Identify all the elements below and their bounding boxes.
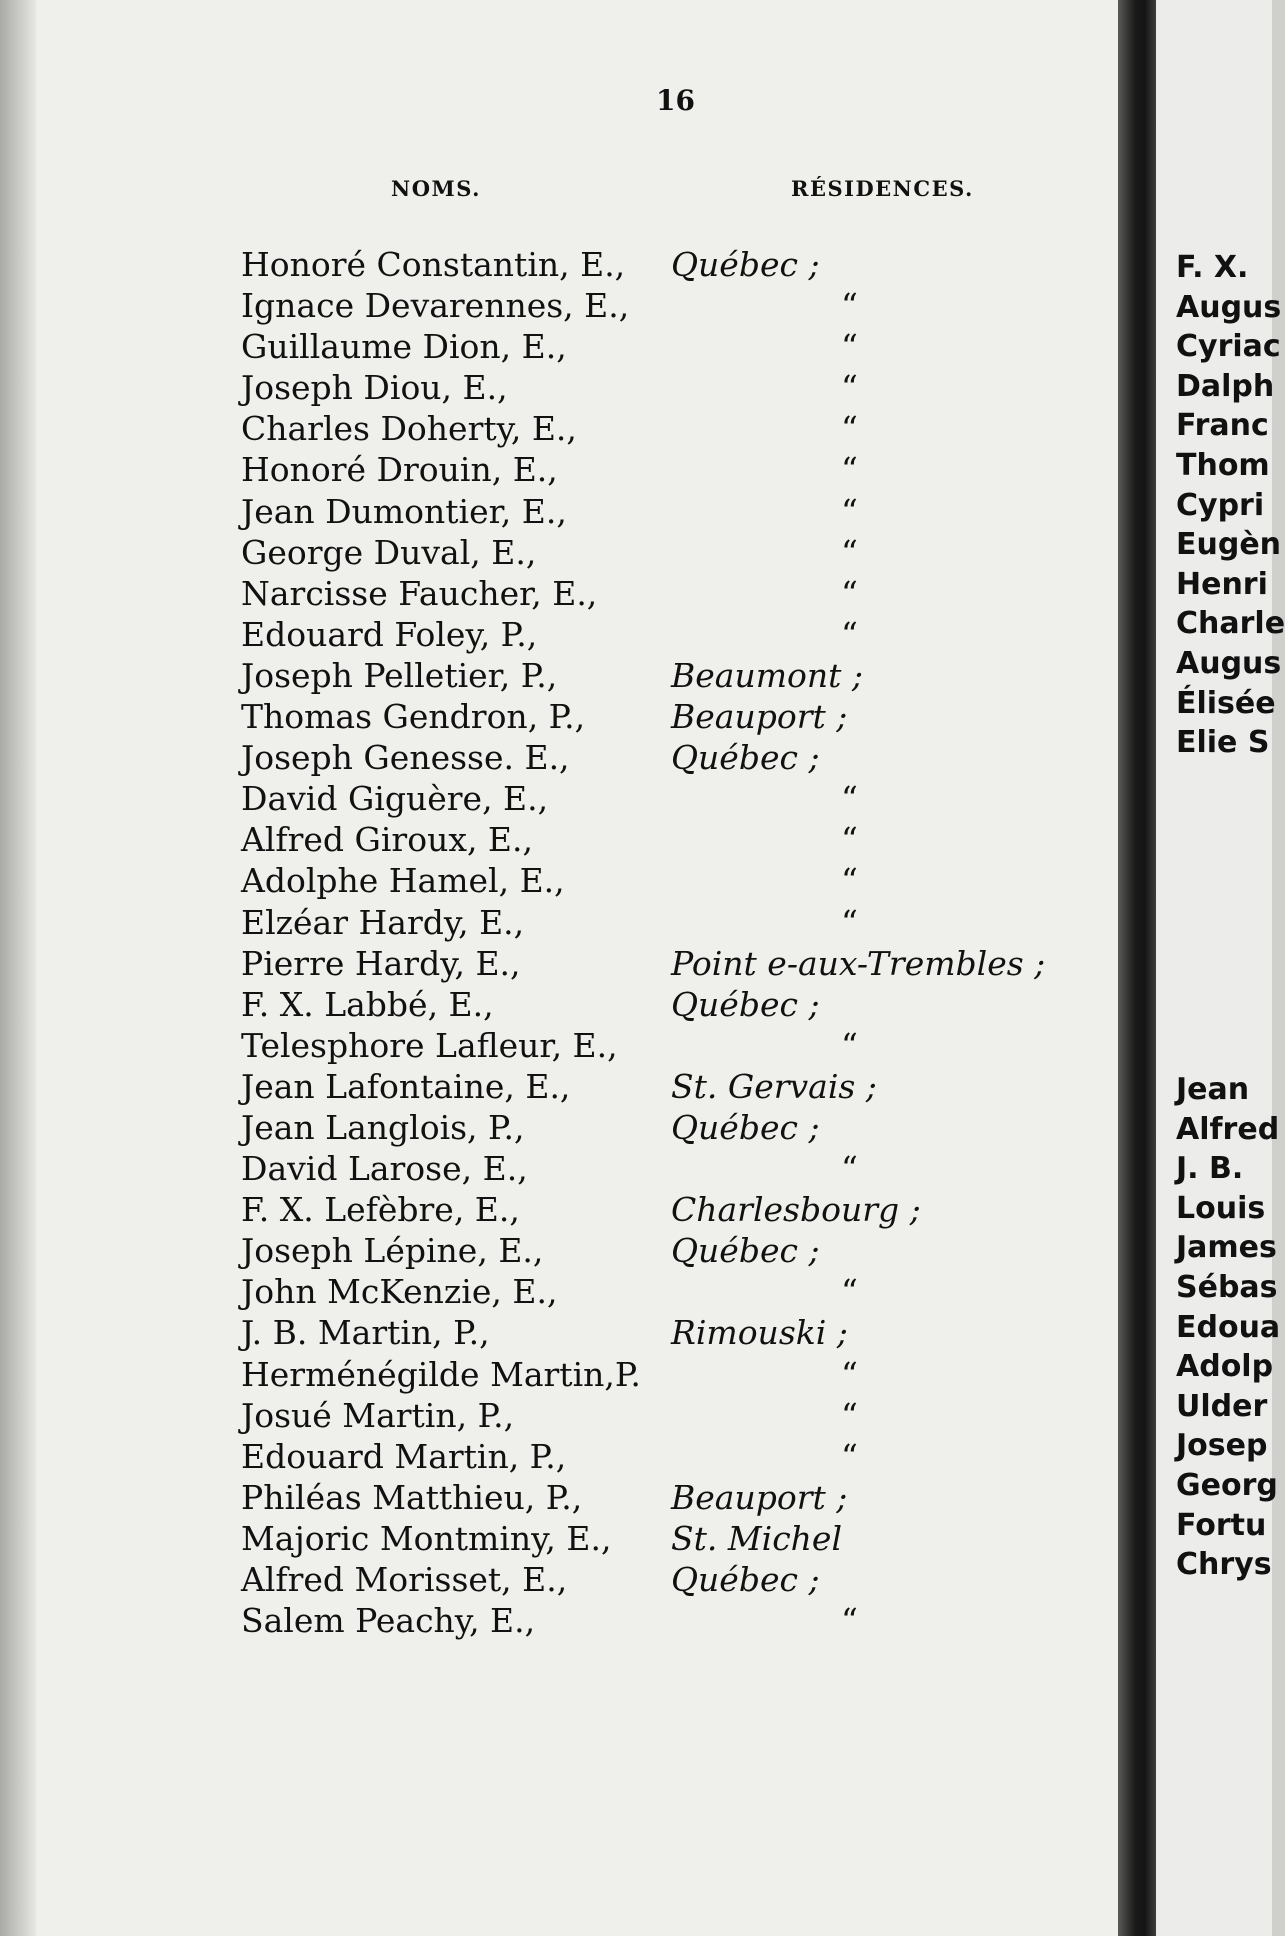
list-item <box>241 532 1141 573</box>
entry-residence: Québec ; <box>671 245 820 284</box>
entry-name: Ignace Devarennes, E., <box>241 286 630 326</box>
list-item <box>241 1354 1141 1395</box>
entry-name: John McKenzie, E., <box>241 1272 558 1312</box>
entry-name: Joseph Lépine, E., <box>241 1231 544 1271</box>
entry-name: J. B. Martin, P., <box>241 1313 490 1353</box>
entry-name: Guillaume Dion, E., <box>241 327 567 367</box>
entry-name: Joseph Genesse. E., <box>241 738 570 778</box>
list-item <box>241 1271 1141 1312</box>
list-item <box>241 1600 1141 1641</box>
right-page-cropped <box>1156 0 1285 1936</box>
names-column-header: NOMS. <box>391 176 481 201</box>
right-page-name: Jean <box>1176 1072 1250 1107</box>
entry-residence: Québec ; <box>671 1231 820 1271</box>
list-item <box>241 326 1141 367</box>
entry-name: Edouard Martin, P., <box>241 1436 567 1476</box>
list-item <box>241 1518 1141 1559</box>
entry-residence: “ <box>841 861 858 901</box>
list-item <box>241 285 1141 326</box>
right-page-name: Alfred <box>1176 1111 1280 1147</box>
entry-residence: “ <box>841 1025 858 1065</box>
entry-name: Jean Lafontaine, E., <box>241 1066 571 1106</box>
entry-name: David Larose, E., <box>241 1149 528 1189</box>
list-item <box>241 244 1141 285</box>
entry-residence: “ <box>841 286 858 326</box>
residences-column-header: RÉSIDENCES. <box>791 176 974 201</box>
entry-residence: “ <box>841 902 858 942</box>
entry-name: Elzéar Hardy, E., <box>241 902 525 942</box>
right-page-name: Josep <box>1176 1428 1268 1464</box>
entry-residence: “ <box>841 1436 858 1476</box>
entry-name: George Duval, E., <box>241 532 537 572</box>
right-page-name: Edoua <box>1176 1309 1281 1345</box>
entry-residence: Québec ; <box>671 984 820 1024</box>
entry-residence: “ <box>841 1601 858 1641</box>
entry-residence: Charlesbourg ; <box>671 1190 921 1230</box>
list-item <box>241 655 1141 696</box>
entry-residence: “ <box>841 491 858 531</box>
right-page-name: Cypri <box>1176 487 1265 523</box>
entry-residence: “ <box>841 779 858 819</box>
entry-residence: Beauport ; <box>671 1477 848 1517</box>
entry-residence: Point e-aux-Trembles ; <box>671 943 1046 983</box>
list-item <box>241 819 1141 860</box>
list-item <box>241 1025 1141 1066</box>
right-page-name: Cyriac <box>1176 329 1281 365</box>
list-item <box>241 696 1141 737</box>
entry-residence: “ <box>841 368 858 408</box>
entry-name: Salem Peachy, E., <box>241 1601 536 1641</box>
entry-name: Josué Martin, P., <box>241 1395 515 1435</box>
list-item <box>241 1477 1141 1518</box>
entry-name: F. X. Lefèbre, E., <box>241 1190 520 1230</box>
right-page-name: Franc <box>1176 408 1269 444</box>
right-page-name: James <box>1176 1230 1277 1266</box>
entry-name: Philéas Matthieu, P., <box>241 1477 583 1517</box>
entry-residence: Québec ; <box>671 1107 820 1147</box>
entry-residence: “ <box>841 450 858 490</box>
right-page-name: Louis <box>1176 1190 1266 1226</box>
list-item <box>241 1230 1141 1271</box>
entry-residence: Beauport ; <box>671 697 848 737</box>
entry-name: Telesphore Lafleur, E., <box>241 1025 618 1065</box>
entry-name: Charles Doherty, E., <box>241 409 577 449</box>
entry-name: Alfred Giroux, E., <box>241 820 533 860</box>
entry-residence: St. Michel <box>671 1518 843 1558</box>
right-page-name: F. X. <box>1176 250 1249 285</box>
list-item <box>241 408 1141 449</box>
list-item <box>241 1312 1141 1353</box>
right-page-name: Fortu <box>1176 1507 1267 1543</box>
entry-name: David Giguère, E., <box>241 779 549 819</box>
right-page-name: Georg <box>1176 1467 1278 1503</box>
entry-residence: “ <box>841 573 858 613</box>
entry-residence: “ <box>841 1272 858 1312</box>
entry-name: Thomas Gendron, P., <box>241 697 586 737</box>
list-item <box>241 1066 1141 1107</box>
list-item <box>241 573 1141 614</box>
right-page-name: Thom <box>1176 447 1270 483</box>
entry-residence: “ <box>841 614 858 654</box>
right-page-name: Augus <box>1176 645 1282 681</box>
right-page-name: Chrys <box>1176 1547 1272 1583</box>
entry-name: Adolphe Hamel, E., <box>241 861 565 901</box>
list-item <box>241 1107 1141 1148</box>
right-page-name: Eugèn <box>1176 527 1282 563</box>
entry-name: Edouard Foley, P., <box>241 614 538 654</box>
left-page <box>36 0 1136 1936</box>
entry-name: Joseph Pelletier, P., <box>241 655 558 695</box>
entry-name: Jean Dumontier, E., <box>241 491 567 531</box>
right-page-name: Dalph <box>1176 368 1275 404</box>
list-item <box>241 737 1141 778</box>
entry-residence: “ <box>841 532 858 572</box>
entry-residence: “ <box>841 327 858 367</box>
entry-residence: Québec ; <box>671 738 820 778</box>
list-item <box>241 1395 1141 1436</box>
list-item <box>241 614 1141 655</box>
entry-name: Majoric Montminy, E., <box>241 1518 612 1558</box>
entry-name: Jean Langlois, P., <box>241 1107 525 1147</box>
entry-residence: “ <box>841 820 858 860</box>
list-item <box>241 1436 1141 1477</box>
right-page-name: Élisée <box>1176 685 1276 721</box>
list-item <box>241 778 1141 819</box>
right-page-name: Adolp <box>1176 1349 1274 1385</box>
entry-residence: Québec ; <box>671 1560 820 1599</box>
entry-name: Alfred Morisset, E., <box>241 1560 568 1599</box>
entry-name: Honoré Drouin, E., <box>241 450 558 490</box>
right-page-name: Ulder <box>1176 1388 1268 1424</box>
entry-residence: “ <box>841 409 858 449</box>
list-item <box>241 902 1141 943</box>
right-page-name: Henri <box>1176 566 1268 602</box>
list-item <box>241 943 1141 984</box>
list-item <box>241 1148 1141 1189</box>
entry-residence: “ <box>841 1149 858 1189</box>
entry-name: Herménégilde Martin,P. <box>241 1354 641 1394</box>
list-item <box>241 1189 1141 1230</box>
right-page-name: Augus <box>1176 289 1282 325</box>
entry-name: Narcisse Faucher, E., <box>241 573 598 613</box>
list-item <box>241 449 1141 490</box>
right-page-name: Sébas <box>1176 1269 1278 1305</box>
entry-residence: Beaumont ; <box>671 655 863 695</box>
entry-residence: St. Gervais ; <box>671 1066 877 1106</box>
list-item <box>241 491 1141 532</box>
entry-name: Pierre Hardy, E., <box>241 943 521 983</box>
right-page-name: Charle <box>1176 606 1285 642</box>
entry-residence: “ <box>841 1354 858 1394</box>
list-item <box>241 367 1141 408</box>
right-page-names-bottom <box>1176 1070 1280 1585</box>
entry-residence: “ <box>841 1395 858 1435</box>
book-gutter <box>1118 0 1156 1936</box>
list-item <box>241 984 1141 1025</box>
entry-name: Joseph Diou, E., <box>241 368 508 408</box>
list-item <box>241 860 1141 901</box>
entries-list <box>241 244 1141 1641</box>
entry-name: F. X. Labbé, E., <box>241 984 494 1024</box>
left-page-edge <box>0 0 36 1936</box>
right-page-name: J. B. <box>1176 1151 1244 1187</box>
entry-name: Honoré Constantin, E., <box>241 245 626 284</box>
right-page-name: Elie S <box>1176 725 1270 761</box>
list-item <box>241 1559 1141 1600</box>
entry-residence: Rimouski ; <box>671 1313 848 1353</box>
page-number: 16 <box>656 84 695 117</box>
right-page-names-top <box>1176 248 1285 763</box>
